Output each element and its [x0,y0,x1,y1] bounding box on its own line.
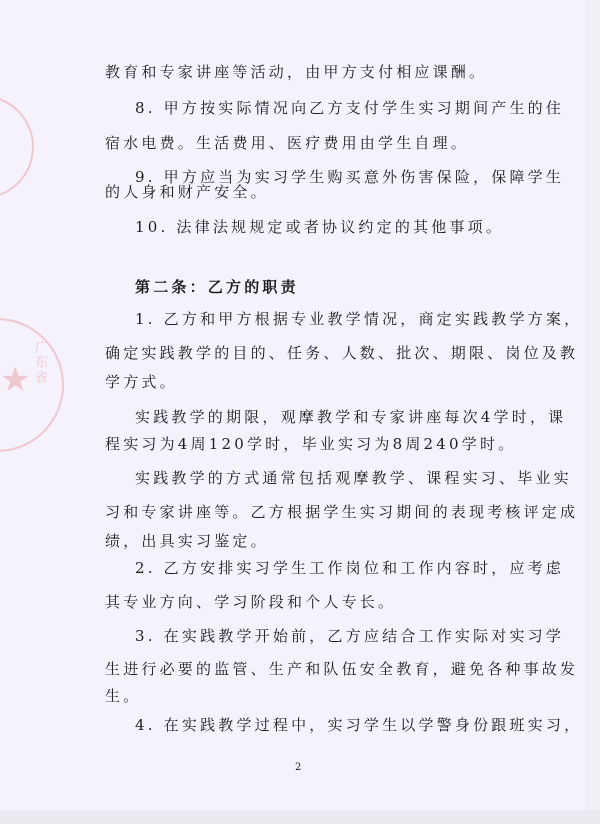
paragraph-line: 8. 甲方按实际情况向乙方支付学生实习期间产生的住 [135,99,565,117]
paragraph-line: 1. 乙方和甲方根据专业教学情况，商定实践教学方案， [135,310,583,328]
red-seal-stamp-top [0,95,34,199]
paragraph-line: 2. 乙方安排实习学生工作岗位和工作内容时，应考虑 [135,559,565,577]
paragraph-line: 4. 在实践教学过程中，实习学生以学警身份跟班实习， [135,716,583,734]
page-number: 2 [295,762,302,773]
scan-edge-bottom [0,810,600,824]
stamp-text: 广东省 [32,340,47,385]
paragraph-line: 9. 甲方应当为实习学生购买意外伤害保险，保障学生 [135,168,565,186]
paragraph-line: 宿水电费。生活费用、医疗费用由学生自理。 [105,134,470,152]
paragraph-line: 实践教学的期限，观摩教学和专家讲座每次4学时，课 [135,408,567,426]
paragraph-line: 习和专家讲座等。乙方根据学生实习期间的表现考核评定成 [105,503,579,521]
paragraph-line: 的人身和财产安全。 [105,183,269,201]
paragraph-line: 教育和专家讲座等活动，由甲方支付相应课酬。 [105,63,488,81]
paragraph-line: 程实习为4周120学时，毕业实习为8周240学时。 [105,435,517,453]
paragraph-line: 实践教学的方式通常包括观摩教学、课程实习、毕业实 [135,469,572,487]
paragraph-line: 3. 在实践教学开始前，乙方应结合工作实际对实习学 [135,627,565,645]
paragraph-line: 10. 法律法规规定或者协议约定的其他事项。 [135,218,505,236]
stamp-star-icon: ★ [0,360,31,400]
paragraph-line: 绩，出具实习鉴定。 [105,532,269,550]
paragraph-line: 其专业方向、学习阶段和个人专长。 [105,593,397,611]
paragraph-line: 学方式。 [105,373,178,391]
paragraph-line: 生进行必要的监管、生产和队伍安全教育，避免各种事故发 [105,660,579,678]
paragraph-line: 确定实践教学的目的、任务、人数、批次、期限、岗位及教 [105,344,579,362]
paragraph-line: 生。 [105,687,142,705]
section-heading: 第二条：乙方的职责 [135,278,299,296]
scan-edge-right [585,0,600,824]
